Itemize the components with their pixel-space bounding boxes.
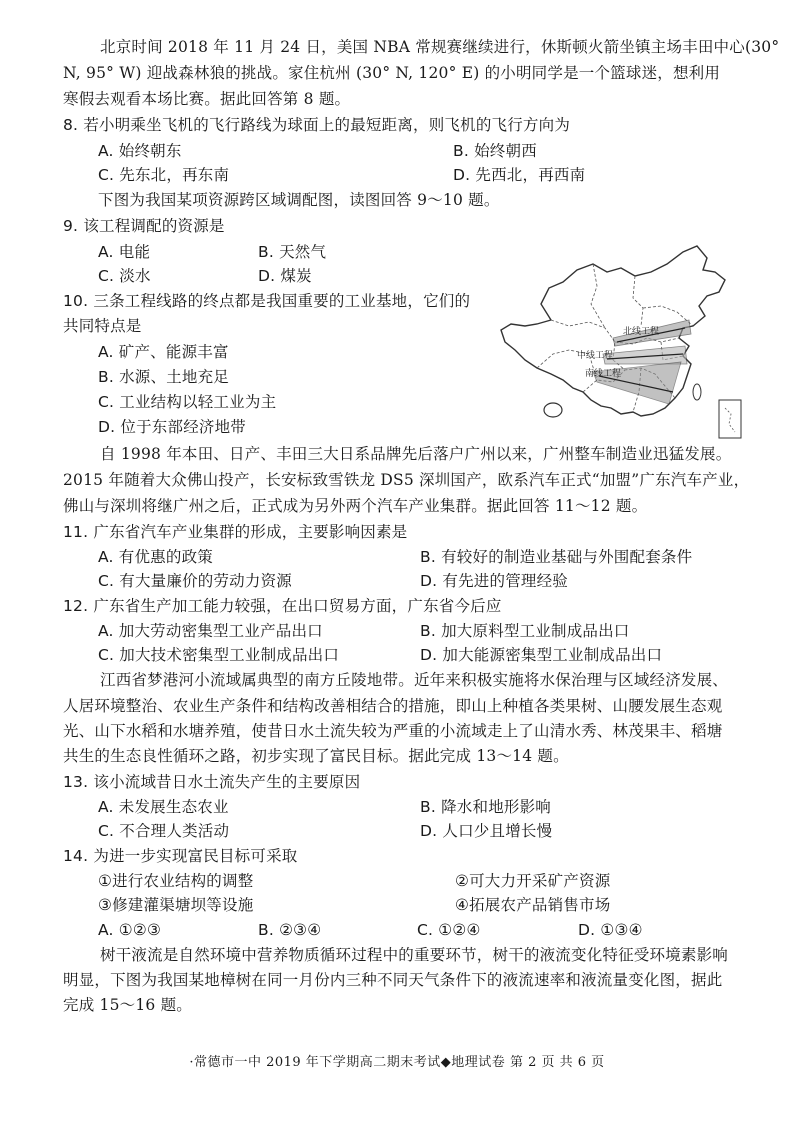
context-q13-line-3: 光、山下水稻和水塘养殖，使昔日水土流失较为严重的小流域走上了山清水秀、林茂果丰、稻塘 — [63, 722, 723, 740]
q12-option-d: D. 加大能源密集型工业制成品出口 — [420, 646, 663, 664]
q9-option-c: C. 淡水 — [98, 267, 151, 285]
context-q13-line-1: 江西省梦港河小流域属典型的南方丘陵地带。近年来积极实施将水保治理与区域经济发展、 — [100, 671, 729, 689]
china-outline — [501, 246, 725, 416]
q10-option-b: B. 水源、土地充足 — [98, 368, 229, 386]
q9-stem: 9. 该工程调配的资源是 — [63, 217, 225, 235]
q12-option-c: C. 加大技术密集型工业制成品出口 — [98, 646, 340, 664]
q10-stem-line-1: 10. 三条工程线路的终点都是我国重要的工业基地，它们的 — [63, 292, 471, 310]
q12-stem: 12. 广东省生产加工能力较强，在出口贸易方面，广东省今后应 — [63, 597, 502, 615]
q13-option-d: D. 人口少且增长慢 — [420, 822, 553, 840]
context-q9: 下图为我国某项资源跨区域调配图，读图回答 9～10 题。 — [98, 191, 500, 209]
china-resource-transfer-map — [493, 242, 753, 442]
page-footer: ·常德市一中 2019 年下学期高二期末考试◆地理试卷 第 2 页 共 6 页 — [189, 1055, 605, 1070]
q14-stem: 14. 为进一步实现富民目标可采取 — [63, 847, 298, 865]
context-q11-line-3: 佛山与深圳将继广州之后，正式成为另外两个汽车产业集群。据此回答 11～12 题。 — [63, 497, 648, 515]
context-q15-line-2: 明显，下图为我国某地樟树在同一月份内三种不同天气条件下的液流速率和液流量变化图，据此 — [63, 971, 723, 989]
context-q13-line-2: 人居环境整治、农业生产条件和结构改善相结合的措施，即山上种植各类果树、山腰发展生态观 — [63, 697, 723, 715]
q14-item-4: ④拓展农产品销售市场 — [455, 896, 611, 914]
context-q8-line-2: N, 95° W) 迎战森林狼的挑战。家住杭州 (30° N, 120° E) 的小明同学是一个篮球迷，想利用 — [63, 64, 721, 82]
q8-option-c: C. 先东北，再东南 — [98, 166, 230, 184]
q13-option-a: A. 未发展生态农业 — [98, 798, 229, 816]
map-label-north: 北线工程 — [623, 327, 660, 337]
q10-option-d: D. 位于东部经济地带 — [98, 418, 246, 436]
q14-option-b: B. ②③④ — [258, 921, 322, 939]
context-q8-line-3: 寒假去观看本场比赛。据此回答第 8 题。 — [63, 90, 351, 108]
context-q15-line-3: 完成 15～16 题。 — [63, 996, 193, 1014]
context-q8-line-1: 北京时间 2018 年 11 月 24 日，美国 NBA 常规赛继续进行，休斯顿火箭坐镇主场丰田中心(30° — [100, 38, 780, 56]
hainan-island — [544, 403, 562, 417]
map-label-south: 南线工程 — [585, 369, 622, 379]
q11-option-c: C. 有大量廉价的劳动力资源 — [98, 572, 292, 590]
q13-option-b: B. 降水和地形影响 — [420, 798, 551, 816]
context-q15-line-1: 树干液流是自然环境中营养物质循环过程中的重要环节，树干的液流变化特征受环境素影响 — [100, 946, 729, 964]
taiwan-island — [693, 384, 701, 400]
map-label-middle: 中线工程 — [577, 351, 614, 361]
context-q11-line-2: 2015 年随着大众佛山投产，长安标致雪铁龙 DS5 深圳国产，欧系汽车正式“加盟”广东汽车产业， — [63, 471, 750, 489]
context-q13-line-4: 共生的生态良性循环之路，初步实现了富民目标。据此完成 13～14 题。 — [63, 747, 569, 765]
q14-item-1: ①进行农业结构的调整 — [98, 872, 254, 890]
q11-option-a: A. 有优惠的政策 — [98, 548, 213, 566]
q11-option-b: B. 有较好的制造业基础与外围配套条件 — [420, 548, 693, 566]
q14-item-3: ③修建灌渠塘坝等设施 — [98, 896, 254, 914]
q10-option-c: C. 工业结构以轻工业为主 — [98, 393, 277, 411]
q10-option-a: A. 矿产、能源丰富 — [98, 343, 229, 361]
q8-option-d: D. 先西北，再西南 — [453, 166, 586, 184]
q8-stem: 8. 若小明乘坐飞机的飞行路线为球面上的最短距离，则飞机的飞行方向为 — [63, 116, 571, 134]
q8-option-b: B. 始终朝西 — [453, 142, 537, 160]
q13-stem: 13. 该小流域昔日水土流失产生的主要原因 — [63, 773, 361, 791]
q14-option-d: D. ①③④ — [578, 921, 643, 939]
q14-option-a: A. ①②③ — [98, 921, 162, 939]
q11-option-d: D. 有先进的管理经验 — [420, 572, 568, 590]
q8-option-a: A. 始终朝东 — [98, 142, 182, 160]
q9-option-a: A. 电能 — [98, 243, 151, 261]
q11-stem: 11. 广东省汽车产业集群的形成，主要影响因素是 — [63, 523, 408, 541]
q13-option-c: C. 不合理人类活动 — [98, 822, 230, 840]
q14-item-2: ②可大力开采矿产资源 — [455, 872, 611, 890]
q12-option-a: A. 加大劳动密集型工业产品出口 — [98, 622, 323, 640]
q14-option-c: C. ①②④ — [417, 921, 481, 939]
q9-option-b: B. 天然气 — [258, 243, 327, 261]
q10-stem-line-2: 共同特点是 — [63, 317, 142, 335]
context-q11-line-1: 自 1998 年本田、日产、丰田三大日系品牌先后落户广州以来，广州整车制造业迅猛发展。 — [100, 445, 732, 463]
q12-option-b: B. 加大原料型工业制成品出口 — [420, 622, 630, 640]
q9-option-d: D. 煤炭 — [258, 267, 312, 285]
